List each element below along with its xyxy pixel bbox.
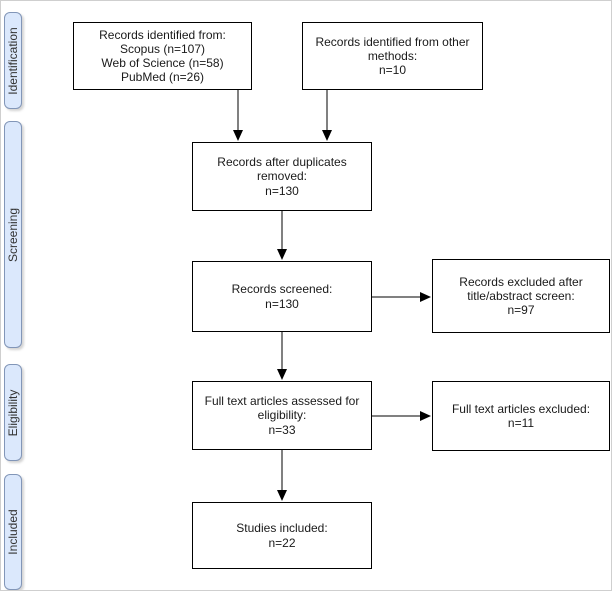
box-text-line: Records identified from other methods:	[315, 34, 470, 63]
box-text-line: Web of Science (n=58)	[101, 56, 224, 70]
box-text-line: Studies included:	[236, 521, 328, 536]
box-count: n=130	[265, 296, 299, 311]
phase-label-identification: Identification	[6, 26, 20, 95]
box-duplicates-removed	[192, 142, 372, 211]
phase-band-included	[4, 474, 22, 590]
box-studies-included	[192, 502, 372, 569]
phase-band-eligibility	[4, 364, 22, 461]
box-records-identified-other	[302, 22, 483, 90]
box-text-line: Full text articles assessed for eligibility:	[204, 394, 360, 423]
box-count: n=22	[268, 535, 296, 550]
phase-label-included: Included	[6, 509, 20, 555]
box-records-identified-databases	[73, 22, 252, 90]
phase-band-screening	[4, 121, 22, 348]
phase-label-eligibility: Eligibility	[6, 389, 20, 436]
box-records-excluded	[432, 259, 610, 333]
box-text-line: Records after duplicates removed:	[217, 155, 347, 184]
box-count: n=10	[378, 63, 407, 78]
box-count: n=11	[507, 416, 535, 430]
box-text-line: Records screened:	[231, 282, 333, 297]
box-records-screened	[192, 261, 372, 332]
box-count: n=130	[265, 183, 299, 198]
box-text-line: Full text articles excluded:	[451, 401, 591, 416]
box-text-line: Records excluded after title/abstract screen:	[459, 274, 583, 303]
phase-band-identification	[4, 12, 22, 109]
box-fulltext-assessed	[192, 381, 372, 450]
box-text-line: Records identified from:	[99, 27, 226, 42]
box-text-line: Scopus (n=107)	[119, 41, 206, 56]
box-count: n=97	[507, 303, 535, 318]
box-text-line: PubMed (n=26)	[120, 70, 205, 85]
box-count: n=33	[268, 422, 296, 437]
box-fulltext-excluded	[432, 381, 610, 451]
phase-label-screening: Screening	[6, 207, 20, 262]
